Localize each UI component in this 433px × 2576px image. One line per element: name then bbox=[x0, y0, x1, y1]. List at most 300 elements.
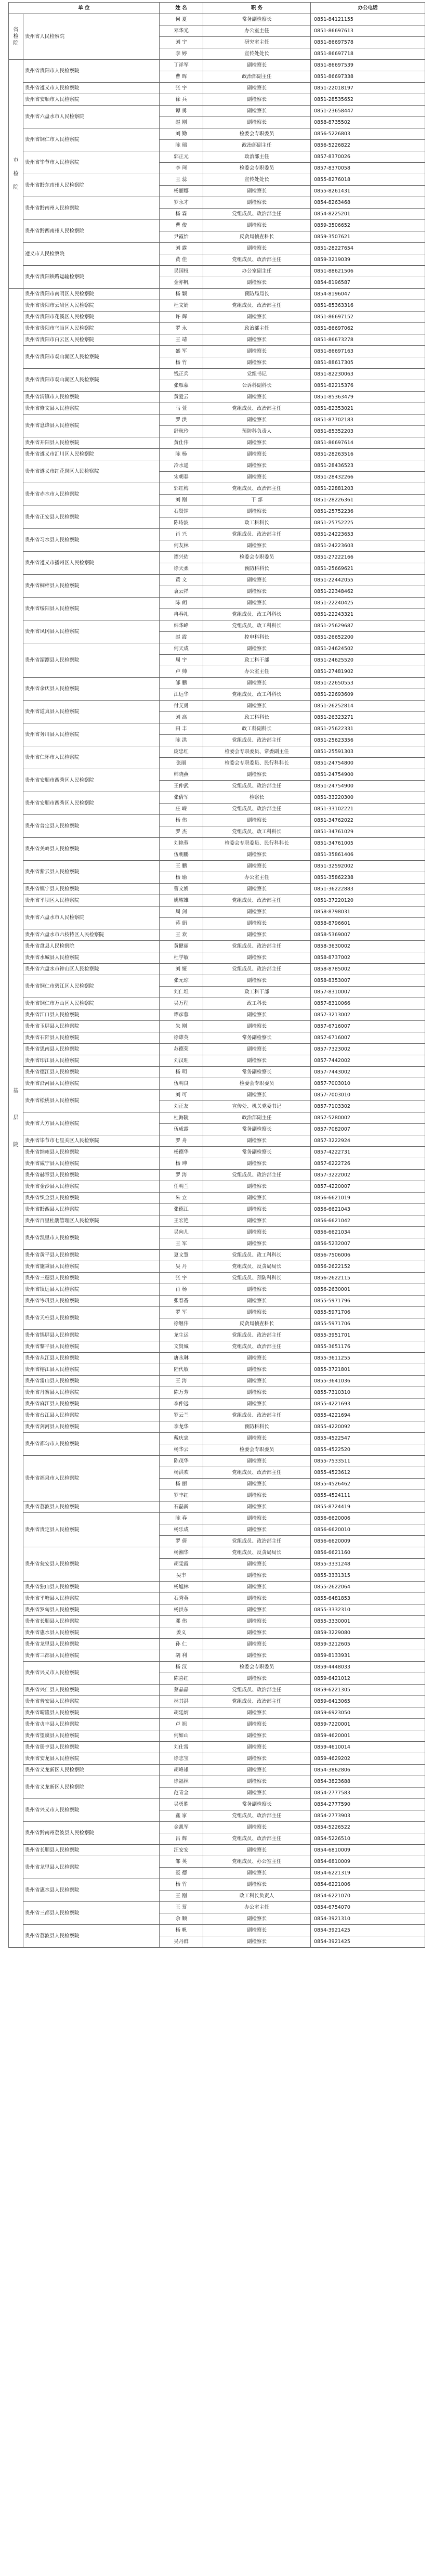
header-phone: 办公电话 bbox=[311, 3, 425, 14]
office-phone: 0859-6421012 bbox=[311, 1673, 425, 1685]
table-row bbox=[9, 838, 425, 849]
unit-name: 贵州省安顺市西秀区人民检察院 bbox=[23, 769, 160, 792]
table-row bbox=[9, 334, 425, 346]
office-phone: 0855-3951701 bbox=[311, 1330, 425, 1341]
office-phone: 0851-86697062 bbox=[311, 323, 425, 334]
person-name: 罗云兰 bbox=[160, 1410, 203, 1421]
person-name: 夏文慧 bbox=[160, 1250, 203, 1261]
office-phone: 0851-86697614 bbox=[311, 437, 425, 449]
table-row bbox=[9, 106, 425, 117]
office-phone: 0851-24223603 bbox=[311, 540, 425, 552]
person-name: 曹 俊 bbox=[160, 220, 203, 231]
office-phone: 0851-88621506 bbox=[311, 266, 425, 277]
person-name: 陈茂华 bbox=[160, 1456, 203, 1467]
table-row bbox=[9, 1147, 425, 1158]
unit-name: 贵州省义龙新区人民检察院 bbox=[23, 1765, 160, 1776]
person-name: 聂 德 bbox=[160, 1868, 203, 1879]
office-phone: 0851-25629687 bbox=[311, 620, 425, 632]
table-row bbox=[9, 952, 425, 964]
person-name: 张 宇 bbox=[160, 1273, 203, 1284]
person-post: 检委会专职委员 bbox=[203, 1662, 311, 1673]
person-post: 副检察长 bbox=[203, 540, 311, 552]
person-post: 检察长 bbox=[203, 792, 311, 804]
person-name: 杜学敏 bbox=[160, 952, 203, 964]
office-phone: 0858-8735502 bbox=[311, 117, 425, 128]
office-phone: 0851-24625520 bbox=[311, 655, 425, 666]
person-name: 谭彦蓉 bbox=[160, 1009, 203, 1021]
person-name: 伍明良 bbox=[160, 1078, 203, 1090]
unit-name: 贵州省黔南州人民检察院 bbox=[23, 197, 160, 220]
person-name: 王 欢 bbox=[160, 929, 203, 941]
person-post: 副检察长 bbox=[203, 1456, 311, 1467]
person-post: 副检察长 bbox=[203, 1845, 311, 1856]
header-post: 职 务 bbox=[203, 3, 311, 14]
person-post: 副检察长 bbox=[203, 1181, 311, 1193]
person-post: 党组成员、政治部主任 bbox=[203, 1170, 311, 1181]
person-post: 副检察长 bbox=[203, 1204, 311, 1215]
office-phone: 0856-2622152 bbox=[311, 1261, 425, 1273]
unit-name: 贵州省印江县人民检察院 bbox=[23, 1055, 160, 1067]
unit-name: 贵州省剑河县人民检察院 bbox=[23, 1421, 160, 1433]
table-row bbox=[9, 289, 425, 300]
office-phone: 0859-4610014 bbox=[311, 1742, 425, 1753]
person-name: 王 涛 bbox=[160, 1376, 203, 1387]
office-phone: 0854-6221319 bbox=[311, 1868, 425, 1879]
office-phone: 0855-3611255 bbox=[311, 1353, 425, 1364]
person-name: 陈 杨 bbox=[160, 449, 203, 460]
person-name: 戴庆忠 bbox=[160, 1433, 203, 1444]
unit-name: 贵州省遵义市人民检察院 bbox=[23, 83, 160, 94]
person-post: 副检察长 bbox=[203, 1021, 311, 1032]
table-header-row bbox=[9, 3, 425, 14]
person-name: 李 婷 bbox=[160, 48, 203, 60]
person-post: 党组成员、政治部主任 bbox=[203, 1810, 311, 1822]
person-name: 张春香 bbox=[160, 1296, 203, 1307]
person-post: 党组成员、政工科科长 bbox=[203, 620, 311, 632]
person-post: 副检察长 bbox=[203, 975, 311, 987]
table-row bbox=[9, 907, 425, 918]
table-row bbox=[9, 174, 425, 186]
office-phone: 0859-6221305 bbox=[311, 1685, 425, 1696]
person-post: 副检察长 bbox=[203, 1524, 311, 1536]
person-name: 丁祥军 bbox=[160, 60, 203, 71]
office-phone: 0851-82230063 bbox=[311, 369, 425, 380]
person-name: 张元琼 bbox=[160, 975, 203, 987]
person-post: 副检察长 bbox=[203, 952, 311, 964]
person-name: 王仲武 bbox=[160, 781, 203, 792]
table-row bbox=[9, 552, 425, 563]
person-post: 副检察长 bbox=[203, 472, 311, 483]
person-name: 袁云祥 bbox=[160, 586, 203, 598]
unit-name: 贵州省贵阳市观山湖区人民检察院 bbox=[23, 346, 160, 369]
unit-name: 贵州省务川县人民检察院 bbox=[23, 723, 160, 746]
person-name: 范青金 bbox=[160, 1788, 203, 1799]
person-post: 党组成员、政治部主任 bbox=[203, 403, 311, 415]
person-post: 副检察长 bbox=[203, 849, 311, 861]
person-post: 副检察长 bbox=[203, 1822, 311, 1833]
person-name: 何天成 bbox=[160, 643, 203, 655]
unit-name: 贵州省荔波县人民检察院 bbox=[23, 1501, 160, 1513]
person-post: 副检察长 bbox=[203, 1673, 311, 1685]
office-phone: 0851-85363479 bbox=[311, 392, 425, 403]
person-post: 副检察长 bbox=[203, 643, 311, 655]
person-post: 副检察长 bbox=[203, 1158, 311, 1170]
table-row bbox=[9, 1776, 425, 1788]
person-post: 副检察长 bbox=[203, 918, 311, 929]
office-phone: 0851-24754800 bbox=[311, 758, 425, 769]
office-phone: 0854-6810009 bbox=[311, 1856, 425, 1868]
office-phone: 0856-5232007 bbox=[311, 1238, 425, 1250]
office-phone: 0851-36222883 bbox=[311, 884, 425, 895]
person-post: 反贪局侦查科长 bbox=[203, 231, 311, 243]
unit-name: 贵州省铜仁市人民检察院 bbox=[23, 128, 160, 151]
person-name: 徐 兵 bbox=[160, 94, 203, 106]
person-post: 副检察长 bbox=[203, 1719, 311, 1730]
table-row bbox=[9, 415, 425, 426]
office-phone: 0851-82353021 bbox=[311, 403, 425, 415]
person-name: 罗 舟 bbox=[160, 1135, 203, 1147]
unit-name: 贵州省普定县人民检察院 bbox=[23, 815, 160, 838]
unit-name: 贵州省道真县人民检察院 bbox=[23, 701, 160, 723]
unit-name: 贵州省清镇市人民检察院 bbox=[23, 392, 160, 403]
person-post: 党组成员、政治部主任 bbox=[203, 1467, 311, 1479]
office-phone: 0856-6620010 bbox=[311, 1524, 425, 1536]
person-name: 苏德荣 bbox=[160, 1044, 203, 1055]
office-phone: 0855-6481853 bbox=[311, 1593, 425, 1604]
person-post: 党组成员、政治部主任 bbox=[203, 1330, 311, 1341]
table-row bbox=[9, 1707, 425, 1719]
person-name: 杨湘华 bbox=[160, 1547, 203, 1559]
office-phone: 0851-32592002 bbox=[311, 861, 425, 872]
table-row bbox=[9, 1044, 425, 1055]
person-name: 杨华云 bbox=[160, 1444, 203, 1456]
person-name: 吴万程 bbox=[160, 998, 203, 1009]
office-phone: 0854-8196587 bbox=[311, 277, 425, 289]
person-name: 赵 霞 bbox=[160, 632, 203, 643]
office-phone: 0855-4522520 bbox=[311, 1444, 425, 1456]
person-post: 副检察长 bbox=[203, 1433, 311, 1444]
person-name: 韩华峰 bbox=[160, 620, 203, 632]
table-row bbox=[9, 1696, 425, 1707]
office-phone: 0857-4222731 bbox=[311, 1147, 425, 1158]
header-name: 姓 名 bbox=[160, 3, 203, 14]
office-phone: 0851-25623356 bbox=[311, 735, 425, 746]
unit-name: 贵州省关岭县人民检察院 bbox=[23, 838, 160, 861]
office-phone: 0851-25669621 bbox=[311, 563, 425, 575]
person-name: 张德江 bbox=[160, 1204, 203, 1215]
person-post: 副检察长 bbox=[203, 1387, 311, 1399]
person-post: 检委会专职委员 bbox=[203, 552, 311, 563]
table-row bbox=[9, 1799, 425, 1810]
person-name: 杨 伟 bbox=[160, 815, 203, 826]
unit-name: 贵州省遵义市红花岗区人民检察院 bbox=[23, 460, 160, 483]
office-phone: 0856-6621034 bbox=[311, 1227, 425, 1238]
unit-name: 贵州省平塘县人民检察院 bbox=[23, 1593, 160, 1604]
person-post: 副检察长 bbox=[203, 60, 311, 71]
person-post: 副检察长 bbox=[203, 312, 311, 323]
person-post: 副检察长 bbox=[203, 598, 311, 609]
unit-name: 贵州省安顺市人民检察院 bbox=[23, 94, 160, 106]
person-name: 姚耀雄 bbox=[160, 895, 203, 907]
person-post: 副检察长 bbox=[203, 460, 311, 472]
person-post: 副检察长 bbox=[203, 884, 311, 895]
office-phone: 0851-22243321 bbox=[311, 609, 425, 620]
person-post: 副检察长 bbox=[203, 1055, 311, 1067]
unit-name: 贵州省三穗县人民检察院 bbox=[23, 1273, 160, 1284]
person-name: 刘汉旺 bbox=[160, 1055, 203, 1067]
office-phone: 0854-2773903 bbox=[311, 1810, 425, 1822]
person-name: 江远华 bbox=[160, 689, 203, 701]
office-phone: 0855-3332310 bbox=[311, 1604, 425, 1616]
office-phone: 0851-28227654 bbox=[311, 243, 425, 254]
person-name: 张倩军 bbox=[160, 792, 203, 804]
unit-name: 贵州省兴仁县人民检察院 bbox=[23, 1685, 160, 1696]
person-post: 副检察长 bbox=[203, 701, 311, 712]
person-post: 常务副检察长 bbox=[203, 1147, 311, 1158]
person-name: 刘正友 bbox=[160, 1101, 203, 1112]
office-phone: 0851-26252814 bbox=[311, 701, 425, 712]
office-phone: 0851-84121155 bbox=[311, 14, 425, 25]
table-row bbox=[9, 1582, 425, 1593]
table-row bbox=[9, 1067, 425, 1078]
office-phone: 0851-82215376 bbox=[311, 380, 425, 392]
person-name: 李龙华 bbox=[160, 1421, 203, 1433]
office-phone: 0851-85363316 bbox=[311, 300, 425, 312]
person-name: 盛 军 bbox=[160, 346, 203, 357]
table-row bbox=[9, 1879, 425, 1891]
person-post: 检委会专职委员 bbox=[203, 1444, 311, 1456]
office-phone: 0855-8724419 bbox=[311, 1501, 425, 1513]
person-post: 副检察长 bbox=[203, 449, 311, 460]
table-row bbox=[9, 620, 425, 632]
office-phone: 0854-2777583 bbox=[311, 1788, 425, 1799]
office-phone: 0857-5280002 bbox=[311, 1112, 425, 1124]
office-phone: 0855-5971706 bbox=[311, 1318, 425, 1330]
person-name: 何如山 bbox=[160, 1730, 203, 1742]
person-name: 谭 勇 bbox=[160, 106, 203, 117]
office-phone: 0858-8353007 bbox=[311, 975, 425, 987]
unit-name: 遵义市人民检察院 bbox=[23, 243, 160, 266]
person-name: 陈万芳 bbox=[160, 1387, 203, 1399]
person-name: 杨德华 bbox=[160, 1147, 203, 1158]
table-row bbox=[9, 1090, 425, 1101]
person-name: 郭红梅 bbox=[160, 483, 203, 495]
unit-name: 贵州省纳雍县人民检察院 bbox=[23, 1147, 160, 1158]
person-name: 罗 永 bbox=[160, 323, 203, 334]
person-name: 黄 文 bbox=[160, 575, 203, 586]
person-name: 胡雯霞 bbox=[160, 1559, 203, 1570]
person-post: 党组成员、反贪局局长 bbox=[203, 1547, 311, 1559]
table-row bbox=[9, 1135, 425, 1147]
person-post: 副检察长 bbox=[203, 117, 311, 128]
office-phone: 0858-8785002 bbox=[311, 964, 425, 975]
person-post: 党组成员、政治部主任 bbox=[203, 735, 311, 746]
person-post: 党组成员、政治部主任 bbox=[203, 895, 311, 907]
unit-name: 贵州省独山县人民检察院 bbox=[23, 1582, 160, 1593]
office-phone: 0859-3229080 bbox=[311, 1627, 425, 1639]
person-post: 副检察长 bbox=[203, 277, 311, 289]
person-name: 杨丽娜 bbox=[160, 186, 203, 197]
table-row bbox=[9, 1227, 425, 1238]
person-name: 何友林 bbox=[160, 540, 203, 552]
office-phone: 0851-24754900 bbox=[311, 769, 425, 781]
office-phone: 0851-26323271 bbox=[311, 712, 425, 723]
table-row bbox=[9, 964, 425, 975]
person-post: 副检察长 bbox=[203, 1913, 311, 1925]
person-name: 孙 仁 bbox=[160, 1639, 203, 1650]
unit-name: 贵州省六盘水市六枝特区人民检察院 bbox=[23, 929, 160, 941]
office-phone: 0851-26652200 bbox=[311, 632, 425, 643]
unit-name: 贵州省六盘水市钟山区人民检察院 bbox=[23, 964, 160, 975]
table-row bbox=[9, 220, 425, 231]
person-name: 周 宇 bbox=[160, 655, 203, 666]
office-phone: 0859-4620001 bbox=[311, 1730, 425, 1742]
office-phone: 0854-5226510 bbox=[311, 1833, 425, 1845]
unit-name: 贵州省平坝区人民检察院 bbox=[23, 895, 160, 907]
person-post: 宣传处处长 bbox=[203, 174, 311, 186]
table-row bbox=[9, 598, 425, 609]
office-phone: 0857-3222924 bbox=[311, 1135, 425, 1147]
person-post: 检委会专职委员 bbox=[203, 1078, 311, 1090]
office-phone: 0851-86697613 bbox=[311, 25, 425, 37]
person-name: 徐福林 bbox=[160, 1776, 203, 1788]
office-phone: 0851-35862238 bbox=[311, 872, 425, 884]
office-phone: 0854-6221006 bbox=[311, 1879, 425, 1891]
office-phone: 0854-3921425 bbox=[311, 1925, 425, 1936]
person-name: 谭兴佑 bbox=[160, 552, 203, 563]
unit-name: 贵州省贵阳市观山湖区人民检察院 bbox=[23, 369, 160, 392]
unit-name: 贵州省三都县人民检察院 bbox=[23, 1902, 160, 1925]
unit-name: 贵州省贵阳铁路运输检察院 bbox=[23, 266, 160, 289]
person-post: 副检察长 bbox=[203, 1364, 311, 1376]
person-name: 钱正兵 bbox=[160, 369, 203, 380]
person-name: 郭正元 bbox=[160, 151, 203, 163]
person-post: 副检察长 bbox=[203, 1582, 311, 1593]
unit-name: 贵州省人民检察院 bbox=[23, 14, 160, 60]
person-name: 刘 宇 bbox=[160, 37, 203, 48]
person-name: 杨 瑜 bbox=[160, 872, 203, 884]
person-post: 党组成员、政工科科长 bbox=[203, 826, 311, 838]
person-post: 政治部主任 bbox=[203, 323, 311, 334]
table-row bbox=[9, 1593, 425, 1604]
person-post: 副检察长 bbox=[203, 437, 311, 449]
person-name: 罗永才 bbox=[160, 197, 203, 209]
office-phone: 0859-4629202 bbox=[311, 1753, 425, 1765]
table-row bbox=[9, 1845, 425, 1856]
person-post: 副检察长 bbox=[203, 506, 311, 517]
person-post: 副检察长 bbox=[203, 1193, 311, 1204]
table-row bbox=[9, 94, 425, 106]
unit-name: 贵州省长顺县人民检察院 bbox=[23, 1845, 160, 1856]
unit-name: 贵州省岑巩县人民检察院 bbox=[23, 1296, 160, 1307]
person-post: 党组成员、政治部主任 bbox=[203, 254, 311, 266]
unit-name: 贵州省黔南州荔波县人民检察院 bbox=[23, 1822, 160, 1845]
person-post: 预防科负责人 bbox=[203, 426, 311, 437]
person-post: 副检察长 bbox=[203, 83, 311, 94]
unit-name: 贵州省毕节市七星关区人民检察院 bbox=[23, 1135, 160, 1147]
person-name: 徐雄英 bbox=[160, 1032, 203, 1044]
person-post: 副检察长 bbox=[203, 907, 311, 918]
person-post: 副检察长 bbox=[203, 220, 311, 231]
office-phone: 0851-24624502 bbox=[311, 643, 425, 655]
table-row bbox=[9, 895, 425, 907]
table-row bbox=[9, 1433, 425, 1444]
office-phone: 0851-88617305 bbox=[311, 357, 425, 369]
unit-name: 贵州省习水县人民检察院 bbox=[23, 529, 160, 552]
table-row bbox=[9, 1650, 425, 1662]
person-post: 副检察长 bbox=[203, 575, 311, 586]
person-post: 党组成员、政治部主任 bbox=[203, 804, 311, 815]
office-phone: 0851-22881203 bbox=[311, 483, 425, 495]
person-post: 副检察长 bbox=[203, 1650, 311, 1662]
person-name: 刘 可 bbox=[160, 1090, 203, 1101]
person-post: 党组成员、办公室主任 bbox=[203, 1856, 311, 1868]
table-row bbox=[9, 323, 425, 334]
person-name: 庄 嵘 bbox=[160, 804, 203, 815]
person-name: 杨 颖 bbox=[160, 289, 203, 300]
person-post: 副检察长 bbox=[203, 334, 311, 346]
table-row bbox=[9, 1387, 425, 1399]
table-row bbox=[9, 975, 425, 987]
person-post: 副检察长 bbox=[203, 1765, 311, 1776]
office-phone: 0855-3651176 bbox=[311, 1341, 425, 1353]
person-name: 陆代敏 bbox=[160, 1364, 203, 1376]
person-post: 副检察长 bbox=[203, 1616, 311, 1627]
table-row bbox=[9, 83, 425, 94]
unit-name: 贵州省德江县人民检察院 bbox=[23, 1067, 160, 1078]
office-phone: 0854-3823688 bbox=[311, 1776, 425, 1788]
person-post: 副检察长 bbox=[203, 1707, 311, 1719]
person-name: 肖 兴 bbox=[160, 529, 203, 540]
table-row bbox=[9, 678, 425, 689]
person-post: 副检察长 bbox=[203, 861, 311, 872]
unit-name: 贵州省惠水县人民检察院 bbox=[23, 1627, 160, 1639]
table-row bbox=[9, 437, 425, 449]
person-post: 副检察长 bbox=[203, 346, 311, 357]
office-phone: 0851-87702183 bbox=[311, 415, 425, 426]
person-name: 曹文娟 bbox=[160, 884, 203, 895]
office-phone: 0855-3331248 bbox=[311, 1559, 425, 1570]
table-row bbox=[9, 1158, 425, 1170]
person-name: 黄健丽 bbox=[160, 941, 203, 952]
person-name: 王 靖 bbox=[160, 334, 203, 346]
office-phone: 0851-34761029 bbox=[311, 826, 425, 838]
person-name: 刘 刚 bbox=[160, 495, 203, 506]
table-row bbox=[9, 1627, 425, 1639]
person-name: 吴国权 bbox=[160, 266, 203, 277]
office-phone: 0854-3862806 bbox=[311, 1765, 425, 1776]
office-phone: 0857-8310007 bbox=[311, 987, 425, 998]
person-post: 党组成员、政治部主任 bbox=[203, 941, 311, 952]
person-name: 金亦帆 bbox=[160, 277, 203, 289]
table-row bbox=[9, 861, 425, 872]
office-phone: 0857-6716007 bbox=[311, 1032, 425, 1044]
person-post: 副检察长 bbox=[203, 1776, 311, 1788]
unit-name: 贵州省大方县人民检察院 bbox=[23, 1112, 160, 1135]
person-name: 肖 杨 bbox=[160, 1284, 203, 1296]
person-post: 检委会专职委员、民行科科长 bbox=[203, 758, 311, 769]
person-name: 付艾勇 bbox=[160, 701, 203, 712]
table-row bbox=[9, 346, 425, 357]
office-phone: 0851-28535652 bbox=[311, 94, 425, 106]
person-post: 副检察长 bbox=[203, 1490, 311, 1501]
table-row bbox=[9, 746, 425, 758]
person-name: 李仲远 bbox=[160, 1399, 203, 1410]
person-name: 吕 辉 bbox=[160, 1833, 203, 1845]
table-row bbox=[9, 1204, 425, 1215]
unit-name: 贵州省镇远县人民检察院 bbox=[23, 1284, 160, 1296]
office-phone: 0851-28432266 bbox=[311, 472, 425, 483]
